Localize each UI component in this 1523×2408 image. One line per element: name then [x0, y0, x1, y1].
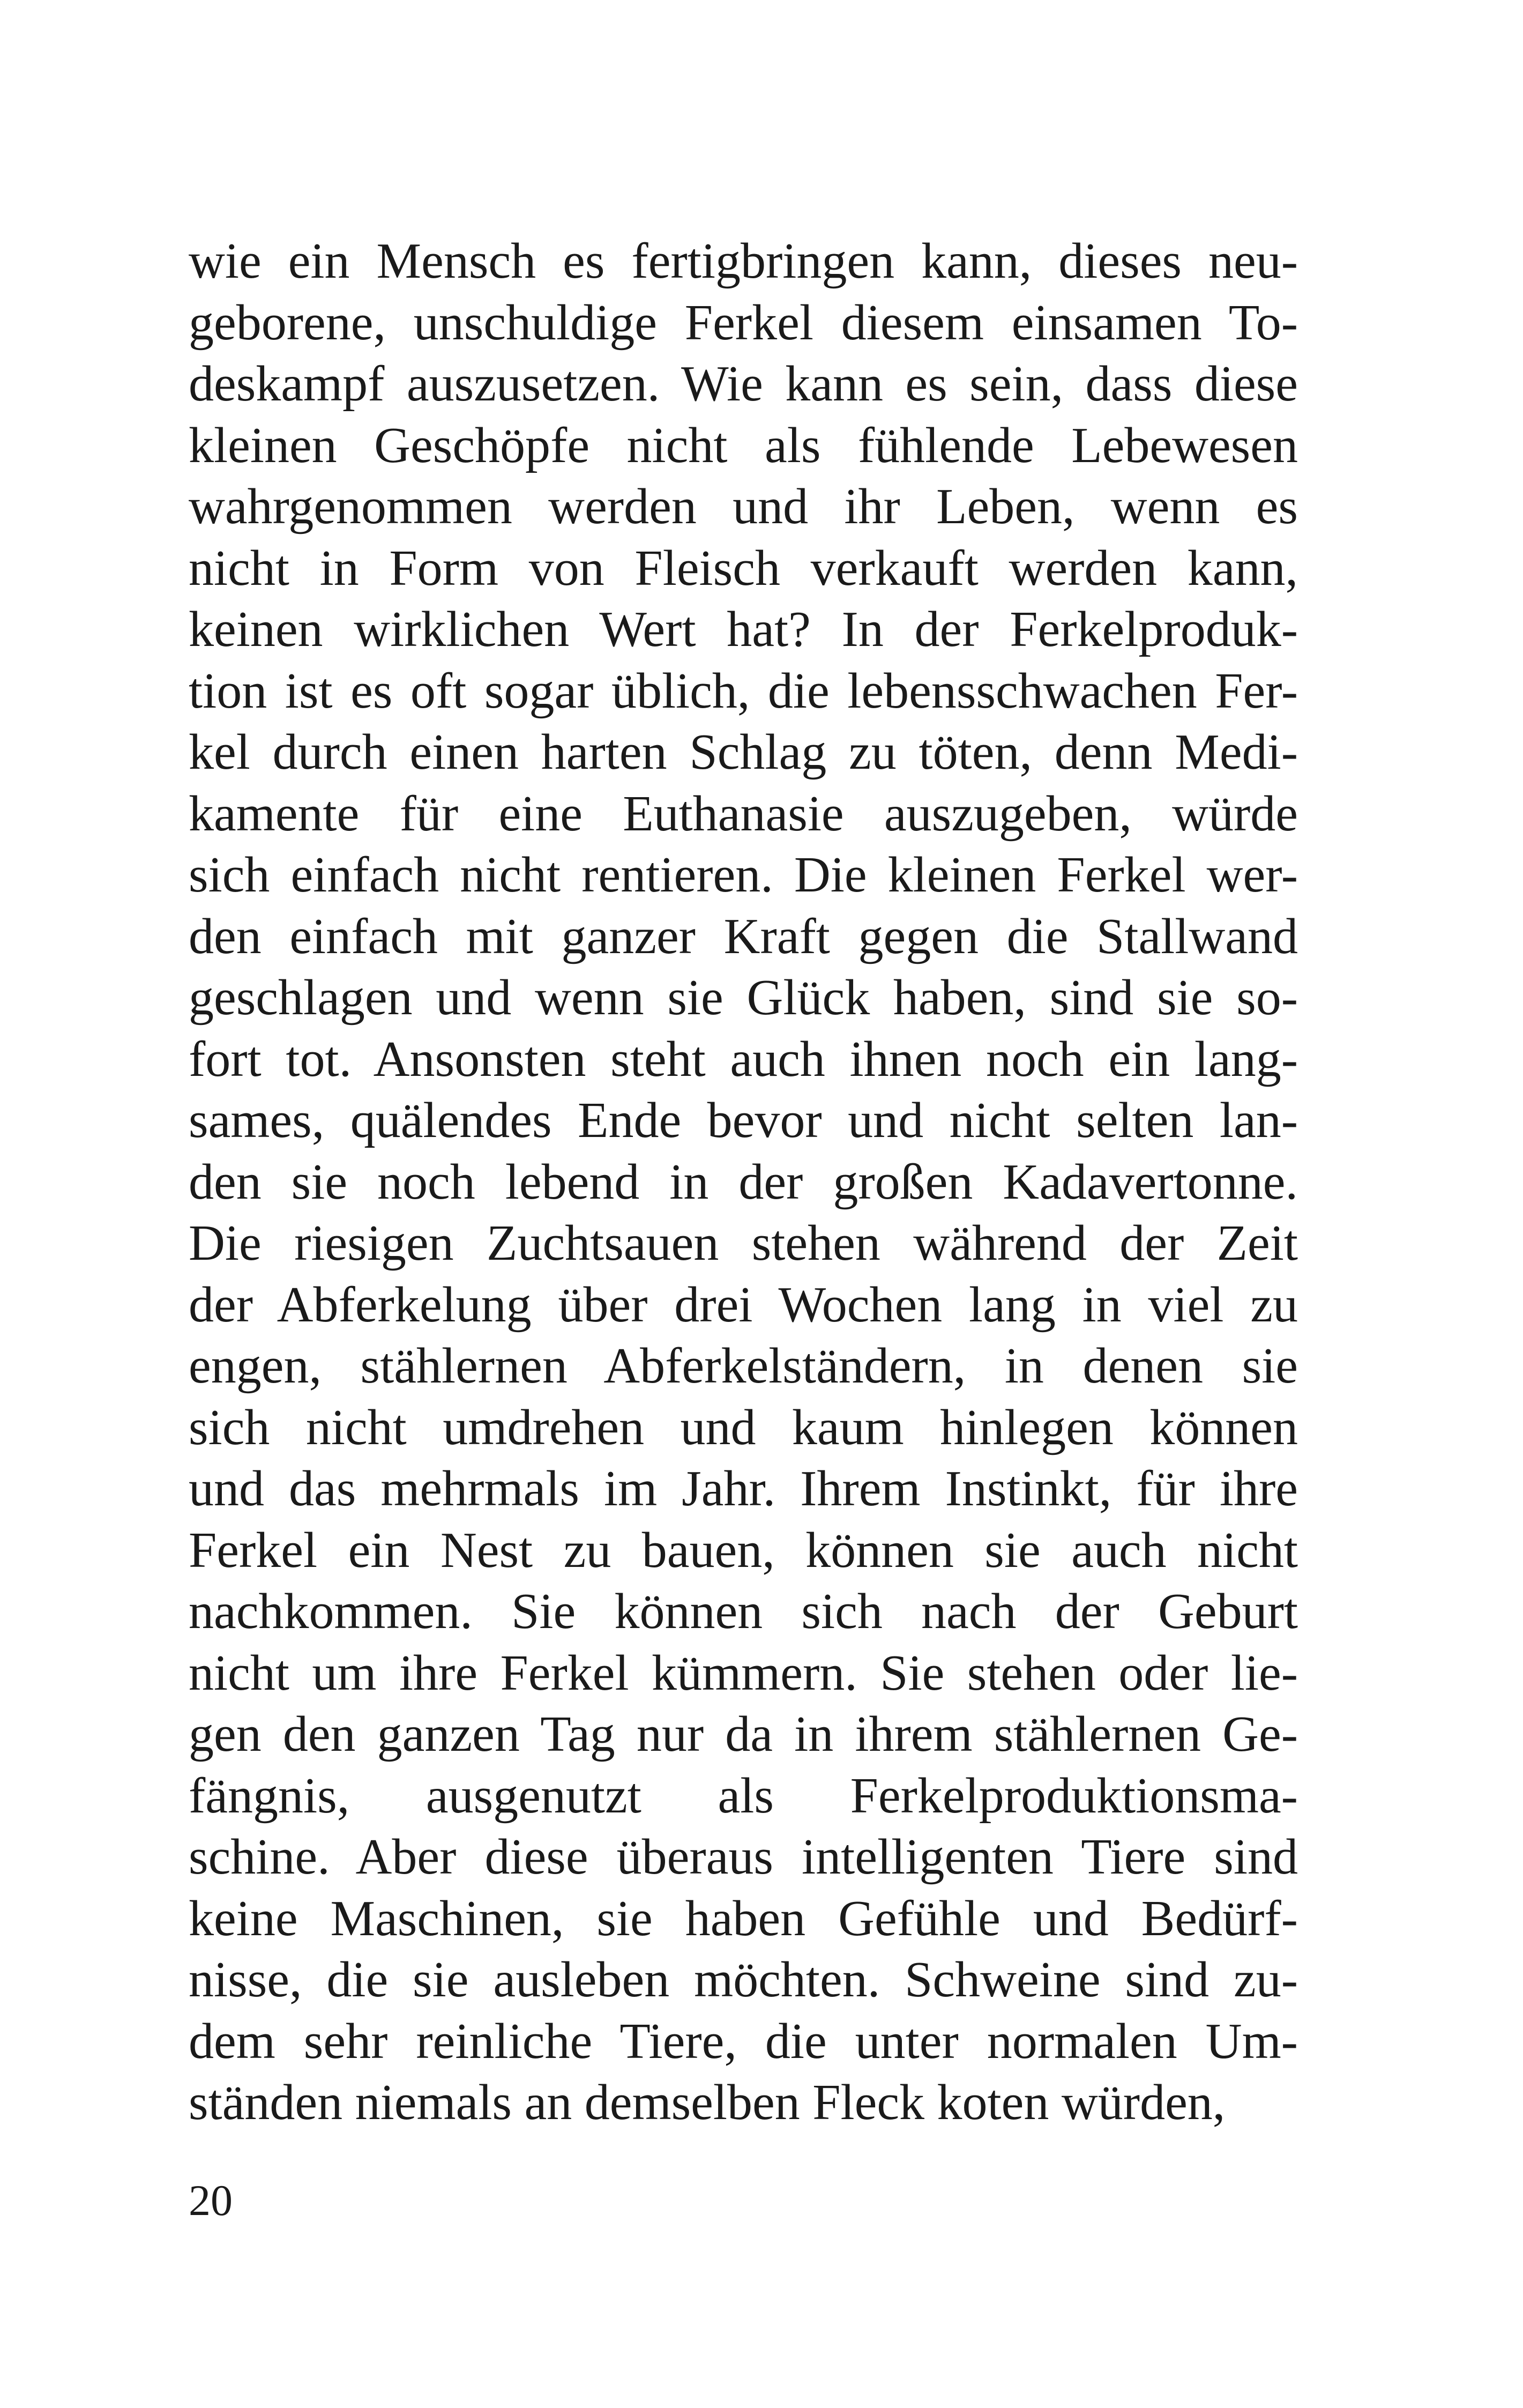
text-line: sich nicht umdrehen und kaum hinlegen können [189, 1399, 1298, 1455]
text-line: engen, stählernen Abferkelständern, in denen sie [189, 1338, 1298, 1394]
body-text [189, 231, 1298, 2134]
text-line: deskampf auszusetzen. Wie kann es sein, dass diese [189, 356, 1298, 412]
text-line: den sie noch lebend in der großen Kadavertonne. [189, 1154, 1298, 1210]
text-line: fängnis, ausgenutzt als Ferkelproduktionsma- [189, 1767, 1298, 1824]
text-line: nicht um ihre Ferkel kümmern. Sie stehen oder lie- [189, 1645, 1298, 1701]
text-line: schine. Aber diese überaus intelligenten Tiere sind [189, 1829, 1298, 1885]
text-line: kleinen Geschöpfe nicht als fühlende Lebewesen [189, 417, 1298, 473]
text-line: nachkommen. Sie können sich nach der Geburt [189, 1584, 1298, 1639]
text-line: keine Maschinen, sie haben Gefühle und Bedürf- [189, 1890, 1298, 1946]
text-line: tion ist es oft sogar üblich, die lebensschwachen Fer- [189, 663, 1298, 719]
text-line: keinen wirklichen Wert hat? In der Ferkelproduk- [189, 601, 1298, 657]
text-line: den einfach mit ganzer Kraft gegen die Stallwand [189, 908, 1298, 964]
text-line: der Abferkelung über drei Wochen lang in viel zu [189, 1276, 1298, 1333]
text-line: Die riesigen Zuchtsauen stehen während der Zeit [189, 1215, 1298, 1271]
text-line: geborene, unschuldige Ferkel diesem einsamen To- [189, 294, 1298, 351]
text-line: gen den ganzen Tag nur da in ihrem stählernen Ge- [189, 1706, 1298, 1762]
text-line: nicht in Form von Fleisch verkauft werden kann, [189, 540, 1298, 596]
text-line: kel durch einen harten Schlag zu töten, denn Medi- [189, 724, 1298, 780]
text-line: wahrgenommen werden und ihr Leben, wenn es [189, 479, 1298, 534]
text-line: und das mehrmals im Jahr. Ihrem Instinkt, für ihre [189, 1461, 1298, 1517]
text-line: sich einfach nicht rentieren. Die kleinen Ferkel wer- [189, 847, 1298, 903]
page-number: 20 [189, 2176, 233, 2225]
text-line: fort tot. Ansonsten steht auch ihnen noch ein lang- [189, 1031, 1298, 1087]
text-line: geschlagen und wenn sie Glück haben, sind sie so- [189, 970, 1298, 1025]
text-line: nisse, die sie ausleben möchten. Schweine sind zu- [189, 1952, 1298, 2008]
text-line: sames, quälendes Ende bevor und nicht selten lan- [189, 1092, 1298, 1148]
text-line: ständen niemals an demselben Fleck koten würden, [189, 2075, 1226, 2130]
text-line: Ferkel ein Nest zu bauen, können sie auch nicht [189, 1522, 1298, 1578]
text-line: kamente für eine Euthanasie auszugeben, würde [189, 785, 1298, 842]
text-line: wie ein Mensch es fertigbringen kann, dieses neu- [189, 233, 1298, 289]
text-line: dem sehr reinliche Tiere, die unter normalen Um- [189, 2013, 1298, 2069]
